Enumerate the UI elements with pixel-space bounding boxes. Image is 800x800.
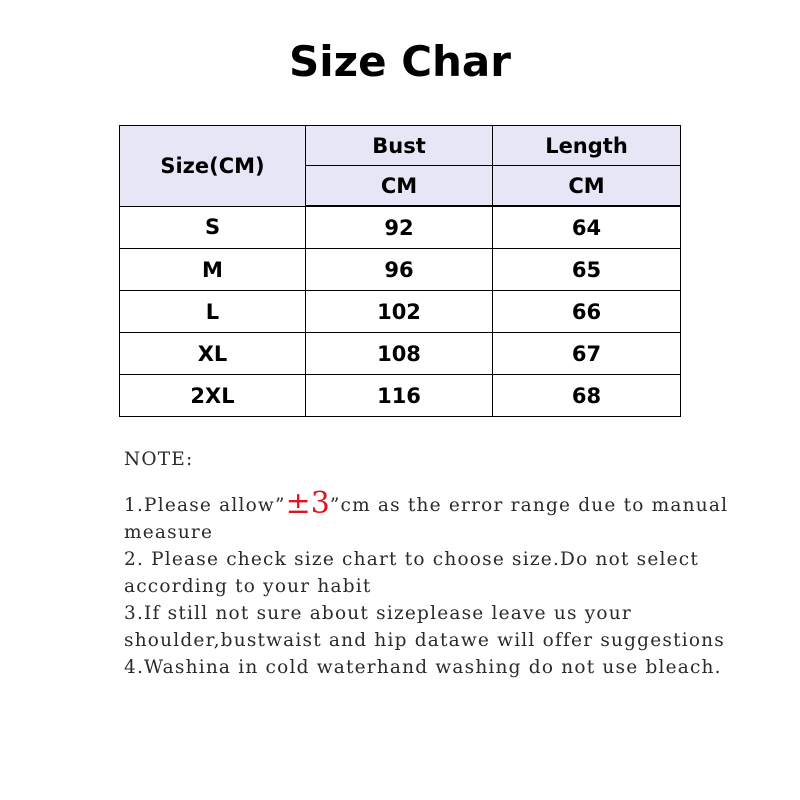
note-item-2: 2. Please check size chart to choose size.Do not select according to your habit	[124, 549, 699, 597]
size-cell: S	[120, 206, 306, 249]
table-row	[120, 206, 681, 249]
notes-section	[124, 448, 744, 681]
note-item-4: 4.Washina in cold waterhand washing do not use bleach.	[124, 657, 722, 678]
note-item-1	[124, 486, 744, 546]
table-row	[120, 249, 681, 291]
table-row	[120, 291, 681, 333]
bust-cell: 102	[306, 291, 493, 333]
length-cell: 68	[493, 375, 681, 417]
note-item-1-start: 1.Please allow”	[124, 495, 286, 516]
bust-cell: 92	[306, 206, 493, 249]
length-unit-header: CM	[493, 166, 681, 207]
bust-cell: 108	[306, 333, 493, 375]
bust-column-header: Bust	[306, 126, 493, 166]
length-cell: 66	[493, 291, 681, 333]
table-row	[120, 375, 681, 417]
page-title: Size Char	[289, 37, 511, 86]
size-chart-table	[119, 125, 681, 417]
size-cell: M	[120, 249, 306, 291]
size-cell: XL	[120, 333, 306, 375]
table-header-row	[120, 126, 681, 166]
tolerance-value: ±3	[285, 486, 330, 521]
bust-cell: 116	[306, 375, 493, 417]
length-column-header: Length	[493, 126, 681, 166]
bust-unit-header: CM	[306, 166, 493, 207]
size-column-header: Size(CM)	[120, 126, 306, 207]
length-cell: 64	[493, 206, 681, 249]
table-row	[120, 333, 681, 375]
size-cell: L	[120, 291, 306, 333]
bust-cell: 96	[306, 249, 493, 291]
size-cell: 2XL	[120, 375, 306, 417]
length-cell: 65	[493, 249, 681, 291]
note-item-1-end: ”cm as the error range due to manual measure	[124, 495, 729, 543]
note-heading: NOTE:	[124, 449, 194, 470]
note-item-3: 3.If still not sure about sizeplease leave us your shoulder,bustwaist and hip datawe will offer suggestions	[124, 603, 725, 651]
length-cell: 67	[493, 333, 681, 375]
